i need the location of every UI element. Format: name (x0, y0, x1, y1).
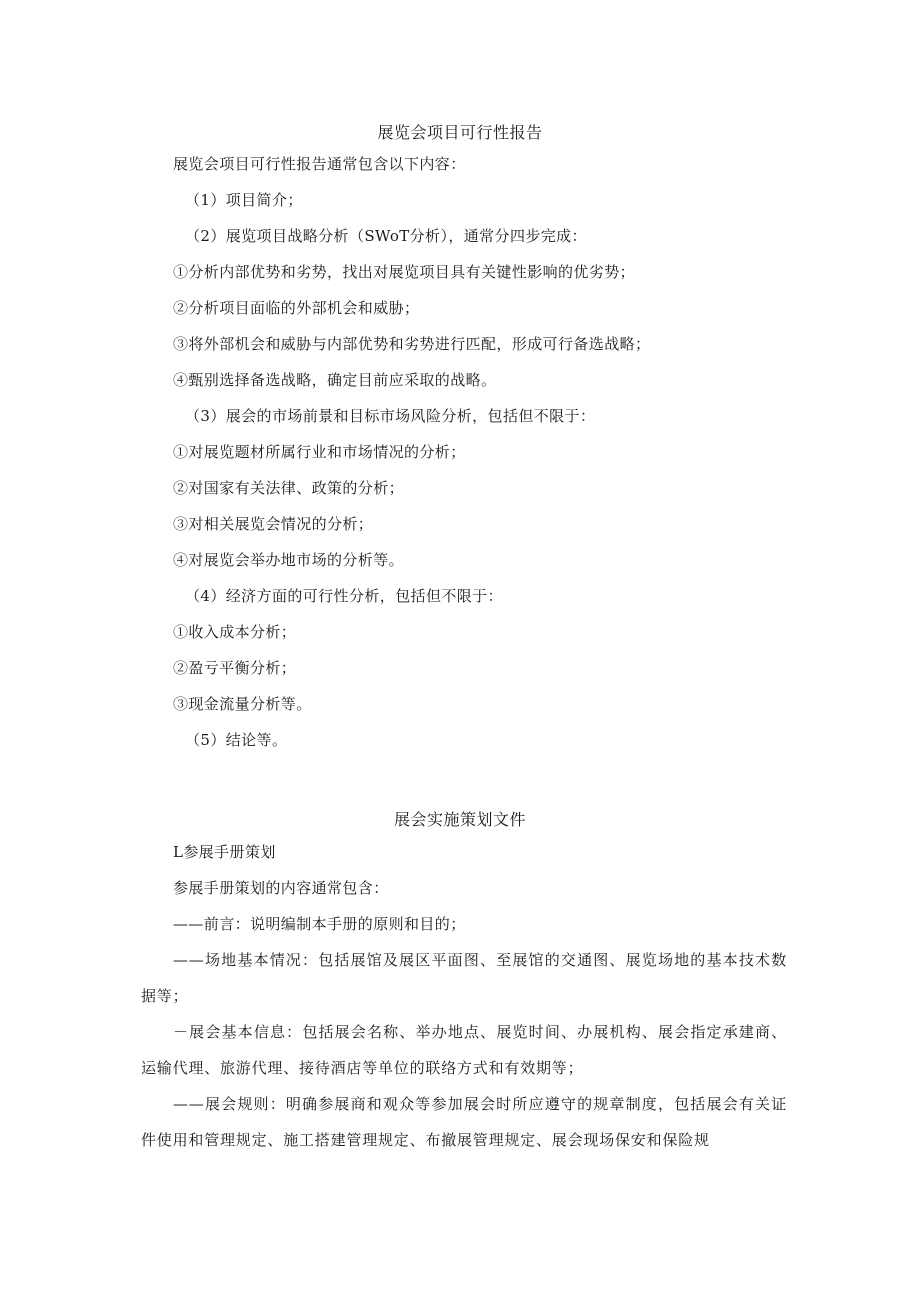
sub-item-3-1: ①对展览题材所属行业和市场情况的分析； (173, 443, 466, 461)
sub-item-4-1: ①收入成本分析； (173, 623, 297, 641)
list-item-4: （4）经济方面的可行性分析，包括但不限于： (185, 587, 503, 605)
section-title-implementation-plan: 展会实施策划文件 (393, 810, 526, 829)
list-item-3: （3）展会的市场前景和目标市场风险分析，包括但不限于： (185, 407, 596, 425)
sub-item-3-4: ④对展览会举办地市场的分析等。 (173, 551, 405, 569)
sub-item-2-1: ①分析内部优势和劣势，找出对展览项目具有关键性影响的优劣势； (173, 263, 636, 281)
manual-item-rules: ——展会规则：明确参展商和观众等参加展会时所应遵守的规章制度，包括展会有关证件使用和管理规定、施工搭建管理规定、布撤展管理规定、展会现场保安和保险规 (141, 1095, 787, 1149)
section-title-feasibility-report: 展览会项目可行性报告 (377, 123, 543, 142)
manual-item-preface: ——前言：说明编制本手册的原则和目的； (173, 915, 466, 933)
list-item-2: （2）展览项目战略分析（SWoT分析），通常分四步完成： (185, 227, 587, 245)
list-item-5: （5）结论等。 (185, 731, 288, 749)
intro-line: 展览会项目可行性报告通常包含以下内容： (173, 155, 466, 173)
sub-item-2-2: ②分析项目面临的外部机会和威胁； (173, 299, 420, 317)
sub-item-3-3: ③对相关展览会情况的分析； (173, 515, 374, 533)
list-item-1: （1）项目简介； (185, 191, 303, 209)
subsection-heading-manual: L参展手册策划 (173, 843, 276, 861)
sub-item-4-2: ②盈亏平衡分析； (173, 659, 297, 677)
sub-item-2-4: ④甄别选择备选战略，确定目前应采取的战略。 (173, 371, 497, 389)
manual-item-basic-info: －展会基本信息：包括展会名称、举办地点、展览时间、办展机构、展会指定承建商、运输代理、旅游代理、接待酒店等单位的联络方式和有效期等； (141, 1023, 787, 1077)
sub-item-3-2: ②对国家有关法律、政策的分析； (173, 479, 405, 497)
manual-item-venue: ——场地基本情况：包括展馆及展区平面图、至展馆的交通图、展览场地的基本技术数据等； (141, 951, 787, 1005)
sub-item-4-3: ③现金流量分析等。 (173, 695, 312, 713)
manual-intro-line: 参展手册策划的内容通常包含： (173, 879, 389, 897)
sub-item-2-3: ③将外部机会和威胁与内部优势和劣势进行匹配，形成可行备选战略； (173, 335, 651, 353)
